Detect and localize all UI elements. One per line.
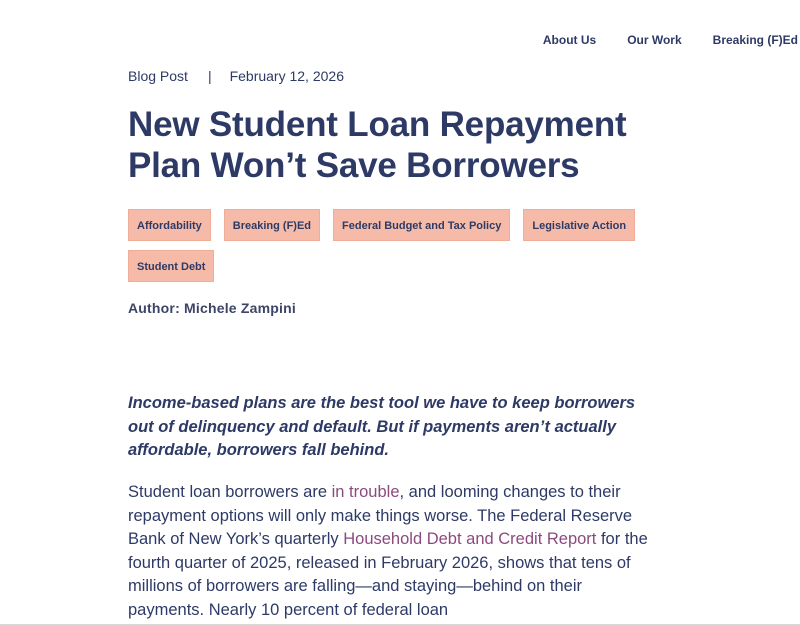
nav-about-us[interactable]: About Us <box>542 33 597 47</box>
tag-affordability[interactable]: Affordability <box>128 209 211 241</box>
nav-our-work[interactable]: Our Work <box>627 33 682 47</box>
nav-breaking-fed[interactable]: Breaking (F)Ed <box>712 33 798 47</box>
article-title: New Student Loan Repayment Plan Won’t Save Borrowers <box>128 105 627 185</box>
tag-breaking-fed[interactable]: Breaking (F)Ed <box>224 209 320 241</box>
link-in-trouble[interactable]: in trouble <box>331 483 400 501</box>
tag-list <box>128 209 648 282</box>
tag-legislative-action[interactable]: Legislative Action <box>523 209 635 241</box>
link-household-debt-report[interactable]: Household Debt and Credit Report <box>343 530 597 548</box>
tag-federal-budget[interactable]: Federal Budget and Tax Policy <box>333 209 510 241</box>
author-byline: Author: Michele Zampini <box>128 300 296 316</box>
article-paragraph <box>128 481 658 622</box>
top-navigation <box>543 33 798 47</box>
paragraph-text: Student loan borrowers are <box>128 483 332 501</box>
article-lede: Income-based plans are the best tool we have to keep borrowers out of delinquency and default. But if payments aren’t actually affordable, borrowers fall behind. <box>128 394 636 459</box>
post-type: Blog Post <box>128 68 188 84</box>
post-date: February 12, 2026 <box>229 68 344 84</box>
paragraph-text: for the fourth quarter of 2025, released in February 2026, shows that tens of millions of borrowers are falling—and staying—behind on their payments. Nearly 10 percent of federal loan <box>128 530 648 619</box>
meta-separator: | <box>207 68 212 84</box>
post-meta <box>128 68 344 84</box>
paragraph-text: , and looming changes to their repayment options will only make things worse. The Federal Reserve Bank of New York’s quarterly <box>128 483 633 548</box>
tag-student-debt[interactable]: Student Debt <box>128 250 214 282</box>
